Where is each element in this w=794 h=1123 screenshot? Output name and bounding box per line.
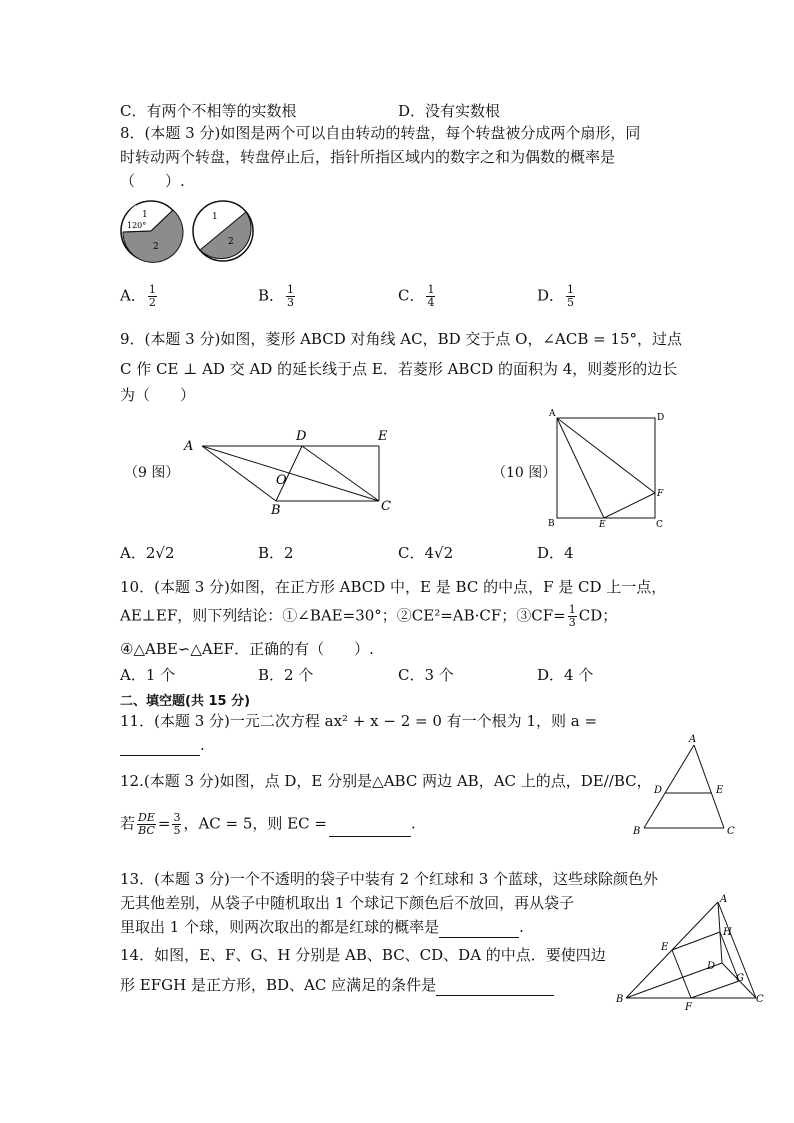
q9-label-d: D — [296, 429, 307, 444]
spinner-1 — [121, 201, 183, 262]
q13-text-line1: 13．(本题 3 分)一个不透明的袋子中装有 2 个红球和 3 个蓝球，这些球除颜色外 — [120, 870, 659, 888]
q11-text-line2: . — [120, 734, 205, 756]
q14-label-b: B — [616, 994, 624, 1005]
q14-label-g: G — [736, 973, 744, 984]
q10-label-a: A — [549, 409, 556, 419]
spinner-1-label-2: 2 — [153, 242, 159, 252]
spinner-2-label-1: 1 — [212, 212, 218, 222]
q14-text-line1: 14．如图，E、F、G、H 分别是 AB、BC、CD、DA 的中点．要使四边 — [120, 946, 606, 964]
q10-label-f: F — [657, 489, 664, 499]
q10-option-b: B．2 个 — [258, 666, 314, 684]
q13-text-line3: 里取出 1 个球，则两次取出的都是红球的概率是 . — [120, 918, 524, 936]
q12-label-b: B — [633, 826, 641, 837]
q8-option-c: C． $\frac{1}{4}$ — [398, 283, 435, 309]
q12-label-d: D — [654, 785, 663, 796]
q9-figure-caption: （9 图） — [124, 465, 180, 481]
q10-square-figure — [545, 406, 670, 530]
q8-text-line3: （ ）. — [120, 172, 185, 190]
spinner-1-label-1: 1 — [142, 210, 148, 220]
q12-answer-blank[interactable] — [329, 818, 411, 837]
q8-option-a: A． $\frac{1}{2}$ — [120, 283, 156, 309]
q14-label-d: D — [707, 961, 716, 972]
q9-option-a: A．2√2 — [120, 544, 175, 562]
q9-option-d: D．4 — [537, 544, 574, 562]
q14-answer-blank[interactable] — [436, 977, 554, 996]
spinner-1-angle: 120° — [127, 221, 147, 230]
q10-text-line2: AE⊥EF，则下列结论：①∠BAE=30°；②CE²=AB·CF；③CF= $\frac{1}{3}$ CD； — [120, 603, 618, 629]
q9-option-c: C．4√2 — [398, 544, 454, 562]
q8-text-line1: 8．(本题 3 分)如图是两个可以自由转动的转盘，每个转盘被分成两个扇形，同 — [120, 124, 641, 142]
q10-label-e: E — [599, 520, 606, 530]
section-2-title: 二、填空题(共 15 分) — [120, 694, 251, 709]
q8-spinners-figure — [118, 198, 288, 268]
q11-text-line1: 11．(本题 3 分)一元二次方程 ax² + x − 2 = 0 有一个根为 1，则 a = — [120, 712, 598, 730]
q14-text-line2: 形 EFGH 是正方形，BD、AC 应满足的条件是 — [120, 974, 554, 996]
q8-option-d: D． $\frac{1}{5}$ — [537, 283, 575, 309]
q14-label-a: A — [720, 894, 728, 905]
spinner-2-label-2: 2 — [228, 237, 234, 247]
q10-text-line3: ④△ABE∽△AEF．正确的有（ ）. — [120, 640, 374, 658]
q10-option-c: C．3 个 — [398, 666, 454, 684]
q13-answer-blank[interactable] — [439, 919, 519, 938]
q8-option-b: B． $\frac{1}{3}$ — [258, 283, 295, 309]
q14-label-h: H — [723, 927, 732, 938]
q10-label-b: B — [548, 519, 555, 529]
q10-option-a: A．1 个 — [120, 666, 176, 684]
q12-text-line2: 若 $\frac{DE}{BC}$ = $\frac{3}{5}$ ，AC = 5，则 EC = . — [120, 811, 416, 837]
q14-label-c: C — [756, 994, 764, 1005]
q9-label-e: E — [378, 429, 388, 444]
q12-text-line1: 12.(本题 3 分)如图，点 D，E 分别是△ABC 两边 AB，AC 上的点，DE//BC， — [120, 772, 652, 790]
q9-rhombus-figure — [176, 426, 396, 518]
q7-option-c: C．有两个不相等的实数根 — [120, 102, 297, 120]
q8-text-line2: 时转动两个转盘，转盘停止后，指针所指区域内的数字之和为偶数的概率是 — [120, 148, 616, 166]
q9-text-line1: 9．(本题 3 分)如图，菱形 ABCD 对角线 AC，BD 交于点 O，∠ACB = 15°，过点 — [120, 330, 683, 348]
q14-quadrilateral-figure — [612, 890, 772, 1015]
q14-label-e: E — [661, 942, 669, 953]
q10-figure-caption: （10 图） — [492, 465, 557, 481]
q9-text-line3: 为（ ） — [120, 386, 196, 404]
q13-text-line2: 无其他差别，从袋子中随机取出 1 个球记下颜色后不放回，再从袋子 — [120, 894, 575, 912]
q9-label-o: O — [276, 473, 287, 488]
q12-label-c: C — [727, 826, 735, 837]
q9-option-b: B．2 — [258, 544, 294, 562]
q12-label-e: E — [716, 785, 724, 796]
q9-label-b: B — [271, 503, 281, 518]
q9-label-c: C — [381, 499, 391, 514]
q12-label-a: A — [689, 734, 697, 745]
q11-answer-blank[interactable] — [120, 737, 200, 756]
q14-label-f: F — [685, 1002, 692, 1013]
q10-label-c: C — [656, 520, 663, 530]
q10-label-d: D — [657, 413, 665, 423]
q10-option-d: D．4 个 — [537, 666, 594, 684]
q7-option-d: D．没有实数根 — [398, 102, 501, 120]
q10-text-line1: 10．(本题 3 分)如图，在正方形 ABCD 中，E 是 BC 的中点，F 是 CD 上一点， — [120, 578, 667, 596]
q12-triangle-figure — [628, 730, 748, 840]
q9-text-line2: C 作 CE ⊥ AD 交 AD 的延长线于点 E．若菱形 ABCD 的面积为 4，则菱形的边长 — [120, 360, 678, 378]
q9-label-a: A — [184, 439, 194, 454]
spinner-2 — [193, 201, 253, 261]
